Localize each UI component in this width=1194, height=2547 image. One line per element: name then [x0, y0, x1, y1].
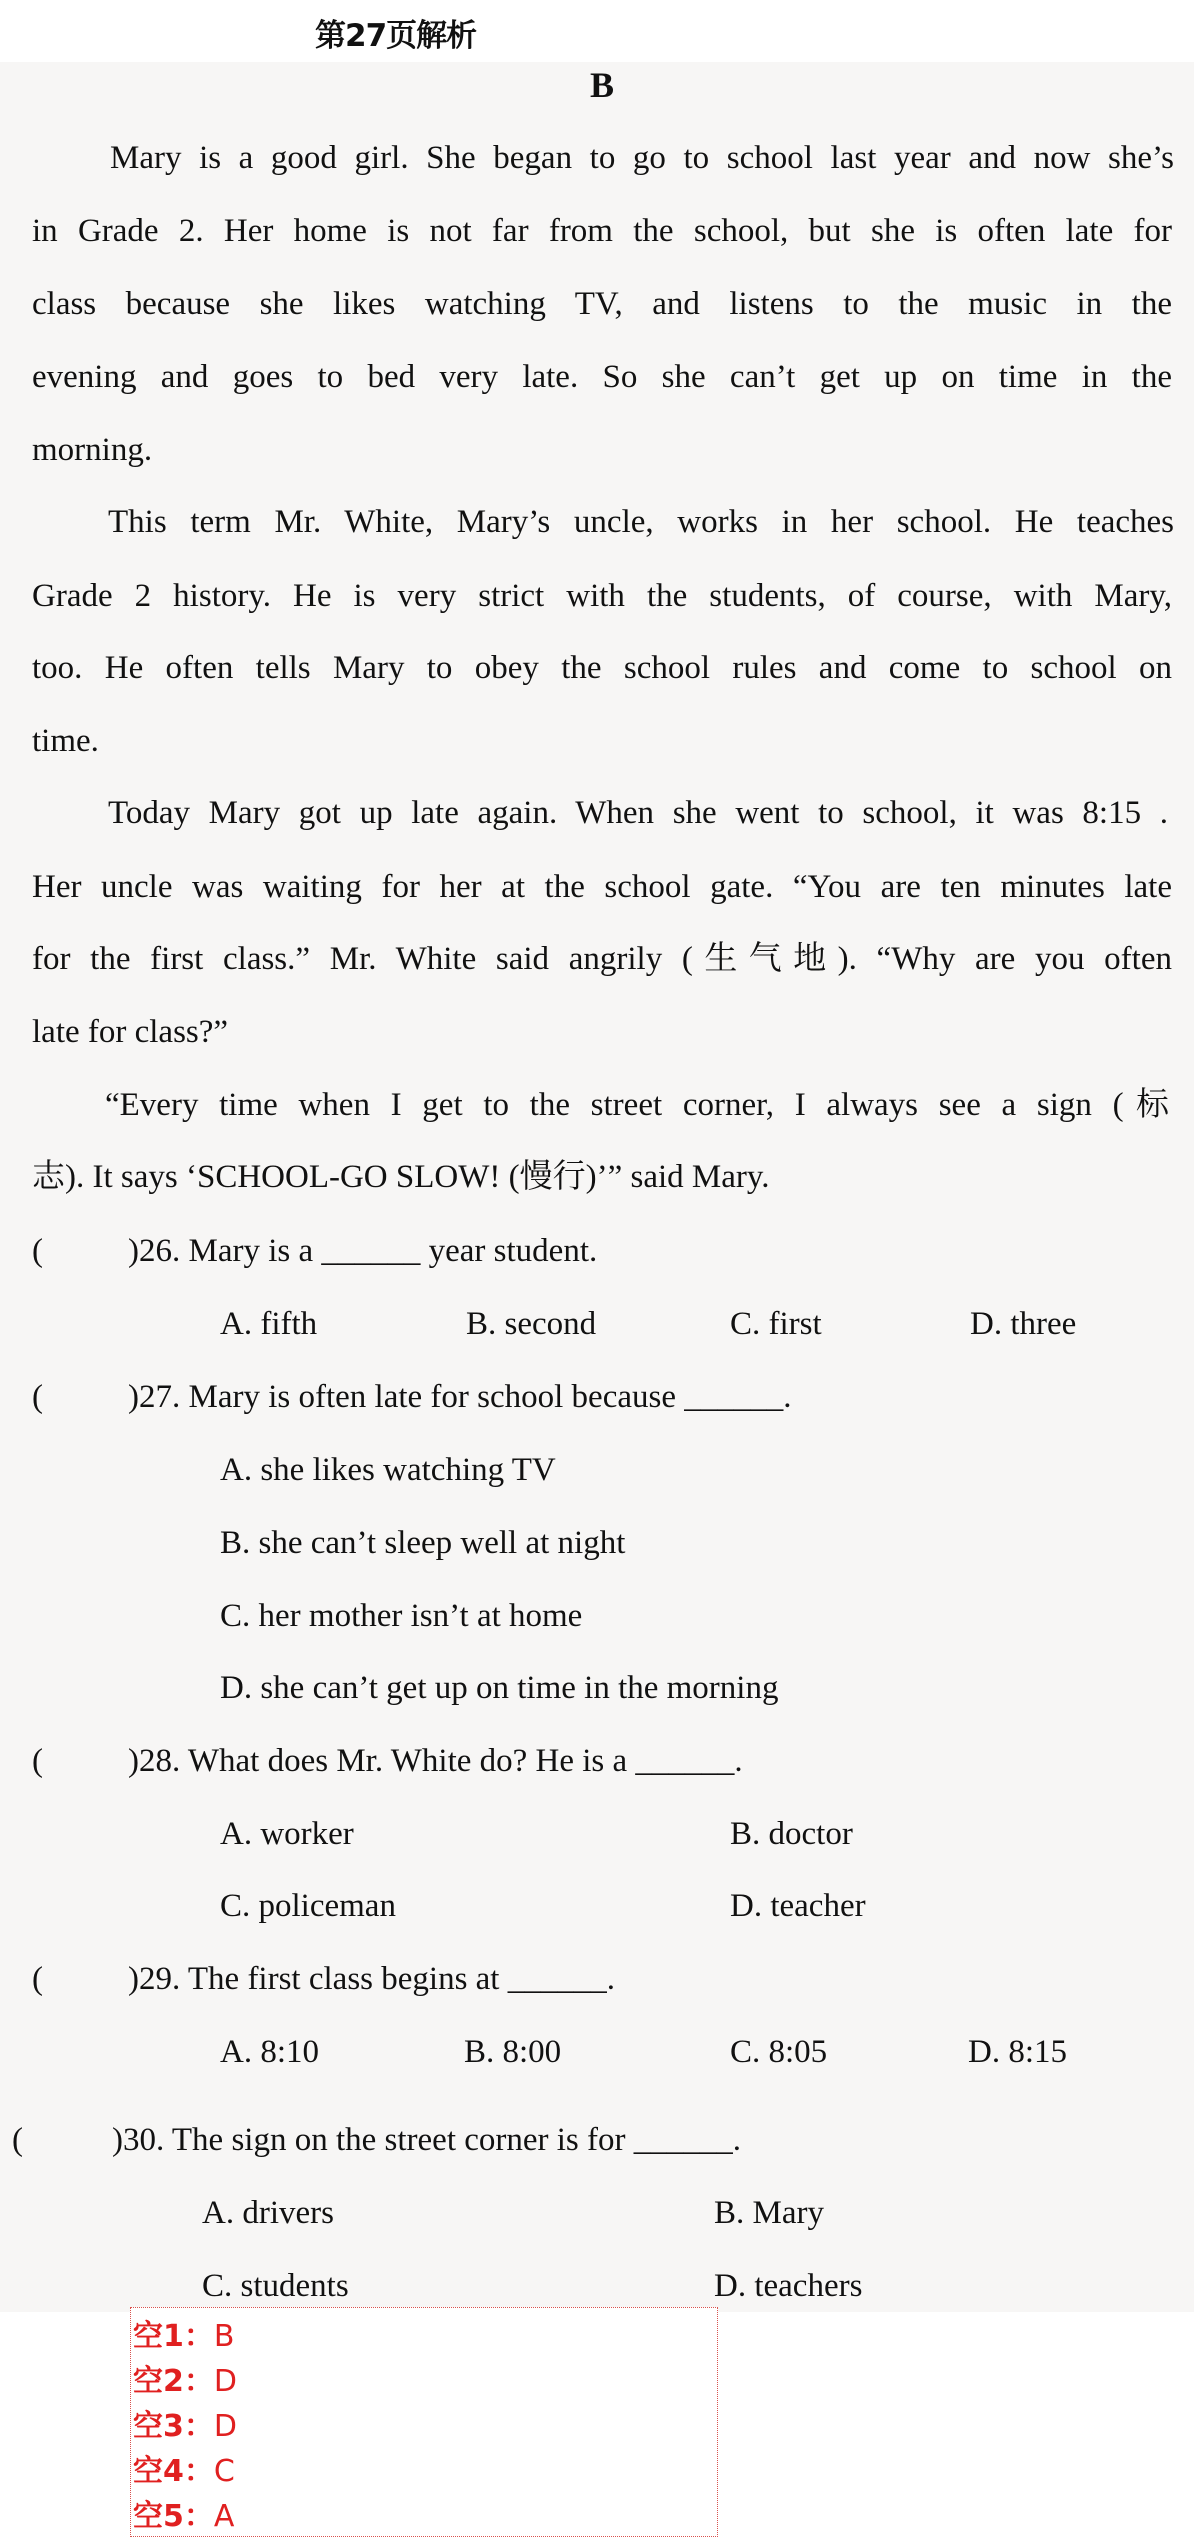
passage-line: time.	[32, 723, 99, 759]
answer-row	[133, 2409, 237, 2444]
passage-line: class because she likes watching TV, and listens to the music in the	[32, 286, 1172, 322]
option: A. 8:10	[220, 2034, 319, 2070]
answer-row	[133, 2454, 235, 2489]
passage-line: Grade 2 history. He is very strict with the students, of course, with Mary,	[32, 578, 1172, 614]
option: D. she can’t get up on time in the morning	[220, 1670, 779, 1706]
passage-line: late for class?”	[32, 1014, 229, 1050]
question-stem: )28. What does Mr. White do? He is a ______.	[128, 1743, 743, 1779]
option: B. second	[466, 1306, 597, 1342]
answer-paren: (	[12, 2122, 23, 2158]
option: B. she can’t sleep well at night	[220, 1525, 626, 1561]
answer-paren: (	[32, 1233, 43, 1269]
passage-line: Today Mary got up late again. When she went to school, it was 8:15 .	[108, 795, 1168, 831]
passage-line: morning.	[32, 432, 153, 468]
question-stem: )30. The sign on the street corner is for ______.	[112, 2122, 741, 2158]
option: A. fifth	[220, 1306, 318, 1342]
option: B. Mary	[714, 2195, 824, 2231]
answer-value: D	[213, 2364, 237, 2399]
passage-line: in Grade 2. Her home is not far from the school, but she is often late for	[32, 213, 1172, 249]
question-stem: )27. Mary is often late for school because ______.	[128, 1379, 792, 1415]
answer-value: D	[213, 2409, 237, 2444]
passage-line: too. He often tells Mary to obey the school rules and come to school on	[32, 650, 1172, 686]
option: D. teachers	[714, 2268, 863, 2304]
answer-value: B	[213, 2319, 235, 2354]
option: C. 8:05	[730, 2034, 828, 2070]
option: A. drivers	[202, 2195, 334, 2231]
option: C. first	[730, 1306, 822, 1342]
passage-line: Mary is a good girl. She began to go to school last year and now she’s	[110, 140, 1174, 176]
answer-paren: (	[32, 1961, 43, 1997]
page-title: 第27页解析	[315, 18, 477, 54]
option: D. 8:15	[968, 2034, 1067, 2070]
option: C. students	[202, 2268, 349, 2304]
question-stem: )26. Mary is a ______ year student.	[128, 1233, 598, 1269]
answer-label: 空1：	[133, 2319, 214, 2354]
question-stem: )29. The first class begins at ______.	[128, 1961, 615, 1997]
passage-line: evening and goes to bed very late. So she can’t get up on time in the	[32, 359, 1172, 395]
option: D. three	[970, 1306, 1077, 1342]
answer-value: A	[213, 2499, 235, 2534]
option: C. policeman	[220, 1888, 396, 1924]
option: B. 8:00	[464, 2034, 562, 2070]
option: B. doctor	[730, 1816, 853, 1852]
passage-line: This term Mr. White, Mary’s uncle, works in her school. He teaches	[108, 504, 1174, 540]
answer-label: 空3：	[133, 2409, 214, 2444]
option: A. worker	[220, 1816, 354, 1852]
passage-line: 志). It says ‘SCHOOL-GO SLOW! (慢行)’” said Mary.	[32, 1159, 770, 1195]
answer-label: 空5：	[133, 2499, 214, 2534]
answer-label: 空2：	[133, 2364, 214, 2399]
passage-line: “Every time when I get to the street corner, I always see a sign (标	[105, 1087, 1169, 1123]
answer-paren: (	[32, 1379, 43, 1415]
passage-line: Her uncle was waiting for her at the school gate. “You are ten minutes late	[32, 869, 1172, 905]
option: A. she likes watching TV	[220, 1452, 556, 1488]
answer-row	[133, 2499, 235, 2534]
answer-paren: (	[32, 1743, 43, 1779]
section-label: B	[590, 65, 615, 105]
answer-key-box	[130, 2307, 718, 2537]
passage-line: for the first class.” Mr. White said angrily (生气地). “Why are you often	[32, 941, 1172, 977]
option: D. teacher	[730, 1888, 866, 1924]
answer-label: 空4：	[133, 2454, 214, 2489]
option: C. her mother isn’t at home	[220, 1598, 583, 1634]
answer-row	[133, 2364, 237, 2399]
answer-value: C	[213, 2454, 235, 2489]
answer-row	[133, 2319, 235, 2354]
